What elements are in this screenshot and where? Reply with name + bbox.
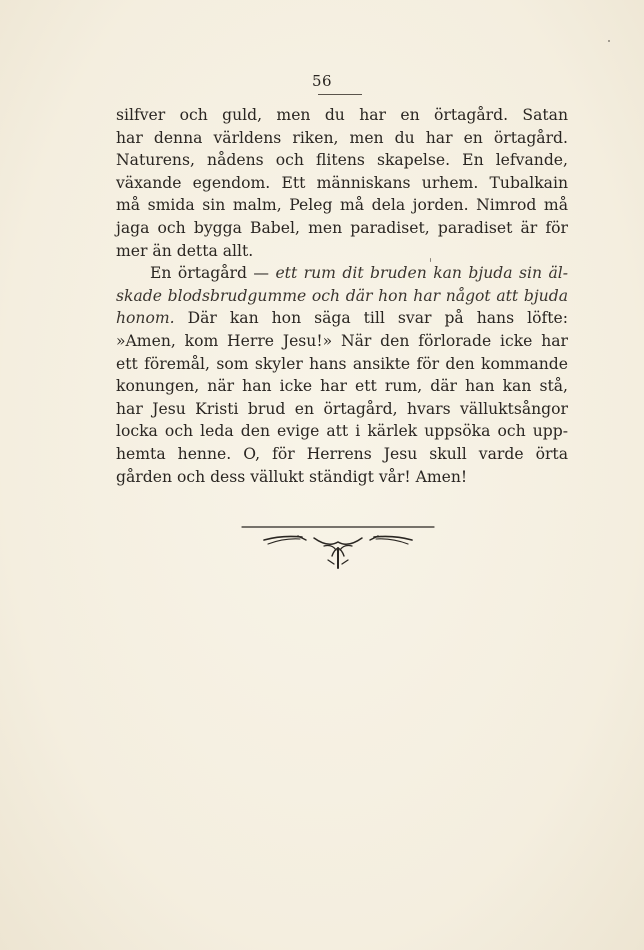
text-line: gården och dess vällukt ständigt vår! Amen! (116, 467, 468, 486)
text-line (116, 285, 568, 308)
decorative-flourish-icon (240, 524, 436, 574)
text-line (116, 307, 568, 330)
italic-text: honom. (116, 309, 175, 328)
page-number-underline (318, 94, 362, 95)
text-run: Där kan hon säga till svar på hans löfte: (187, 309, 568, 328)
text-line: ett föremål, som skyler hans ansikte för den kommande (116, 354, 568, 373)
text-line: har Jesu Kristi brud en örtagård, hvars välluktsångor (116, 399, 568, 418)
text-line (116, 262, 568, 285)
text-line: »Amen, kom Herre Jesu!» När den förlorade icke har (116, 331, 568, 350)
text-line: har denna världens riken, men du har en örtagård. (116, 128, 568, 147)
paper-speck (608, 40, 610, 42)
text-run: En örtagård — (150, 264, 270, 283)
paper-speck (430, 258, 431, 262)
italic-text: skade blodsbrudgumme och där hon har något att bjuda (116, 286, 568, 305)
text-line: hemta henne. O, för Herrens Jesu skull varde örta (116, 444, 568, 463)
italic-text: ett rum dit bruden kan bjuda sin äl- (275, 264, 568, 283)
text-line: växande egendom. Ett människans urhem. Tubalkain (116, 173, 568, 192)
body-text (116, 104, 568, 488)
text-line: mer än detta allt. (116, 241, 254, 260)
text-line: Naturens, nådens och flitens skapelse. En lefvande, (116, 151, 568, 170)
text-line: konungen, när han icke har ett rum, där han kan stå, (116, 377, 568, 396)
text-line: silfver och guld, men du har en örtagård. Satan (116, 106, 568, 124)
text-line: jaga och bygga Babel, men paradiset, paradiset är för (116, 218, 568, 237)
page-number: 56 (311, 72, 333, 90)
text-line: må smida sin malm, Peleg må dela jorden. Nimrod må (116, 196, 568, 215)
text-line: locka och leda den evige att i kärlek uppsöka och upp- (116, 422, 568, 441)
